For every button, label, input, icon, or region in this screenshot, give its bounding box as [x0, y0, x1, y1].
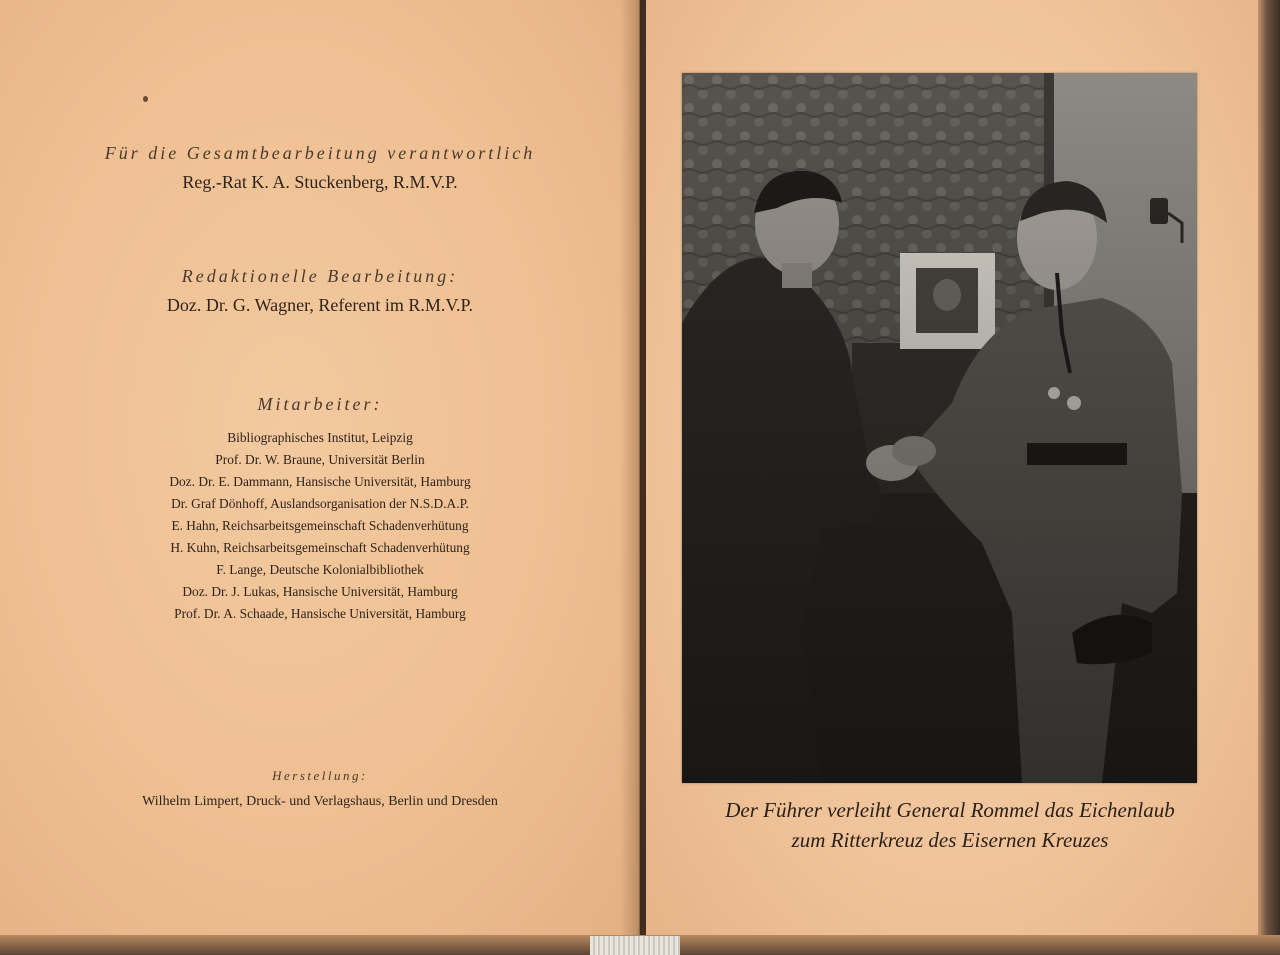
production-name: Wilhelm Limpert, Druck- und Verlagshaus, Berlin und Dresden	[142, 794, 498, 809]
caption-line-2: zum Ritterkreuz des Eisernen Kreuzes	[791, 828, 1109, 852]
paper-speck	[143, 96, 148, 102]
contributors-section	[40, 394, 600, 625]
responsibility-heading: Für die Gesamtbearbeitung verantwortlich	[104, 143, 536, 163]
production-section	[40, 768, 600, 810]
production-heading: Herstellung:	[272, 768, 368, 783]
contributor-entry: Doz. Dr. E. Dammann, Hansische Universität, Hamburg	[169, 474, 471, 489]
contributors-heading: Mitarbeiter:	[257, 394, 383, 414]
contributor-entry: Dr. Graf Dönhoff, Auslandsorganisation der N.S.D.A.P.	[171, 496, 469, 511]
spine-binding	[590, 936, 680, 955]
editorial-heading: Redaktionelle Bearbeitung:	[181, 266, 459, 286]
contributor-entry: E. Hahn, Reichsarbeitsgemeinschaft Schadenverhütung	[171, 518, 469, 533]
contributor-entry: Bibliographisches Institut, Leipzig	[227, 430, 413, 445]
photo-illustration	[682, 73, 1197, 783]
contributor-entry: Prof. Dr. A. Schaade, Hansische Universität, Hamburg	[174, 606, 466, 621]
contributors-list	[40, 427, 600, 625]
responsibility-section	[40, 143, 600, 193]
contributor-entry: F. Lange, Deutsche Kolonialbibliothek	[216, 562, 424, 577]
responsibility-name: Reg.-Rat K. A. Stuckenberg, R.M.V.P.	[182, 172, 458, 192]
editorial-section	[40, 266, 600, 316]
contributor-entry: H. Kuhn, Reichsarbeitsgemeinschaft Schadenverhütung	[170, 540, 470, 555]
caption-line-1: Der Führer verleiht General Rommel das Eichenlaub	[725, 798, 1175, 822]
photograph	[682, 73, 1197, 783]
photo-caption	[660, 795, 1240, 855]
contributor-entry: Doz. Dr. J. Lukas, Hansische Universität, Hamburg	[182, 584, 458, 599]
editorial-name: Doz. Dr. G. Wagner, Referent im R.M.V.P.	[166, 295, 474, 315]
contributor-entry: Prof. Dr. W. Braune, Universität Berlin	[215, 452, 425, 467]
cover-edge	[1258, 0, 1280, 955]
